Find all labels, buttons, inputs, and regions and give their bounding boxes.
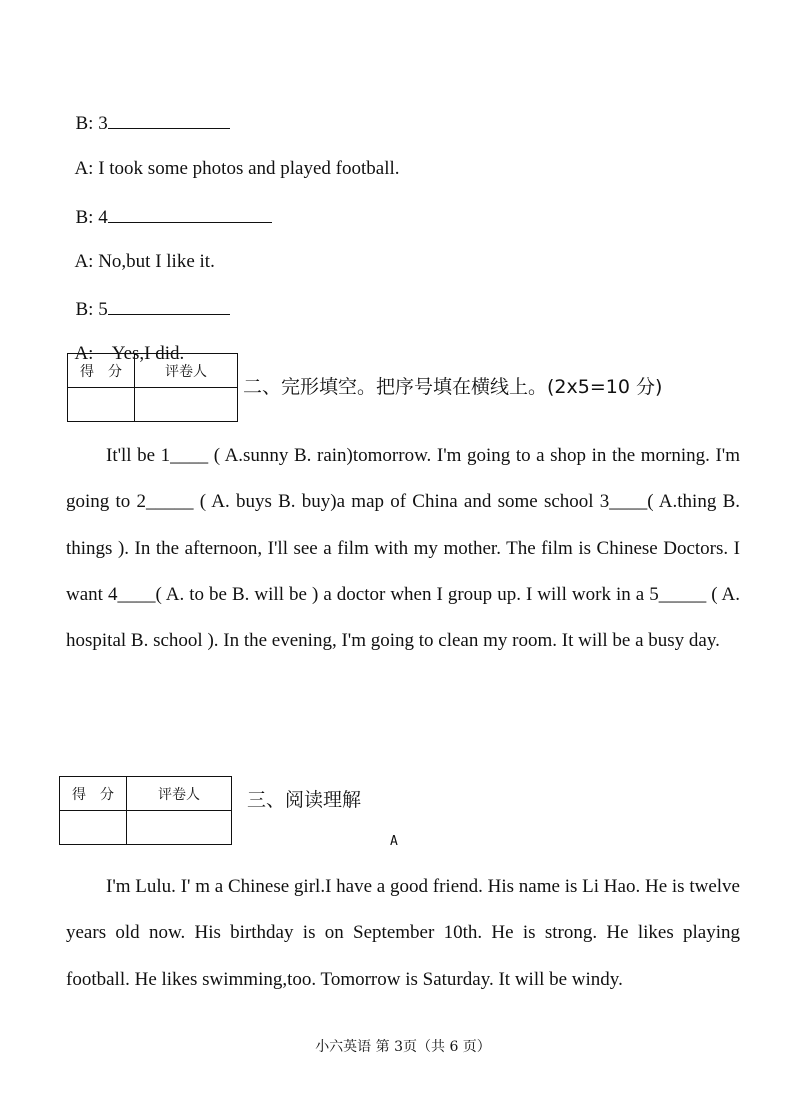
dialogue-line-b5 (66, 272, 230, 322)
answer-blank (108, 204, 272, 223)
line-text: 3 (98, 113, 108, 134)
score-label: 得 分 (68, 354, 135, 388)
grader-cell (135, 388, 238, 422)
passage-label: A (390, 834, 398, 849)
dialogue-line-b4 (66, 180, 272, 230)
line-text: No,but I like it. (98, 251, 215, 272)
answer-blank (108, 296, 230, 315)
reading-text: I'm Lulu. I' m a Chinese girl.I have a good friend. His name is Li Hao. He is twelve years old now. His birthday is on September 10th. He is strong. He likes playing football. He likes swimming,too. Tomorrow is Saturday. It will be windy. (66, 876, 740, 990)
page-footer: 小六英语 第 3页（共 6 页） (315, 1039, 491, 1055)
speaker: B: (75, 207, 99, 228)
score-cell (68, 388, 135, 422)
grader-cell (127, 811, 232, 845)
score-table-section2 (67, 353, 238, 422)
speaker: A: (74, 343, 99, 364)
answer-blank (108, 110, 230, 129)
speaker: B: (75, 113, 99, 134)
section2-paragraph (66, 433, 740, 664)
speaker: A: (74, 251, 99, 272)
line-text: I took some photos and played football. (98, 158, 400, 179)
grader-label: 评卷人 (135, 354, 238, 388)
score-label: 得 分 (60, 777, 127, 811)
section2-heading: 二、完形填空。把序号填在横线上。(2x5=10 分) (243, 376, 663, 398)
grader-label: 评卷人 (127, 777, 232, 811)
speaker: A: (74, 158, 99, 179)
line-text: 5 (98, 299, 108, 320)
section3-heading: 三、阅读理解 (247, 789, 362, 811)
dialogue-line-b3 (66, 86, 230, 136)
cloze-text: It'll be 1____ ( A.sunny B. rain)tomorrow. I'm going to a shop in the morning. I'm going to 2_____ ( A. buys B. buy)a map of China and some school 3____( A.thing B. things ). In the afternoon, I'll see a film with my mother. The film is Chinese Doctors. I want 4____( A. to be B. will be ) a doctor when I group up. I will work in a 5_____ ( A. hospital B. school ). In the evening, I'm going to clean my room. It will be a busy day. (66, 445, 740, 652)
speaker: B: (75, 299, 99, 320)
section3-paragraph (66, 864, 740, 1003)
dialogue-line-a (66, 226, 215, 274)
score-table-section3 (59, 776, 232, 845)
line-text: Yes,I did. (98, 343, 185, 364)
line-text: 4 (98, 207, 108, 228)
dialogue-line-a (66, 133, 400, 181)
score-cell (60, 811, 127, 845)
